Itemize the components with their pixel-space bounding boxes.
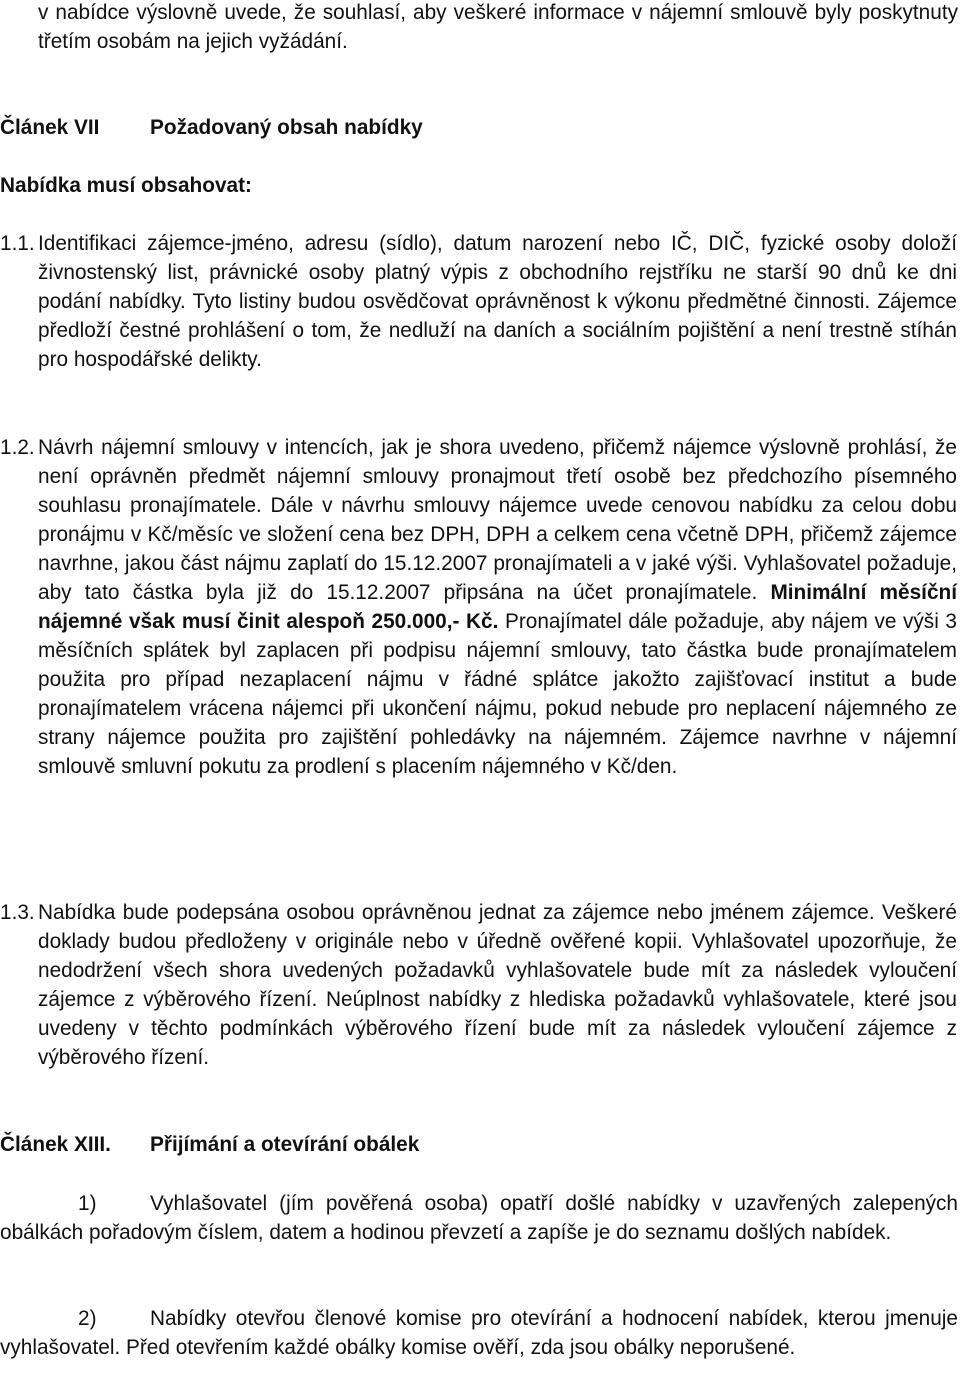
item-1-1-text: Identifikaci zájemce-jméno, adresu (sídlo), datum narození nebo IČ, DIČ, fyzické osoby doloží živnostenský list, právnické osoby platný výpis z obchodního rejstříku ne starší 90 dnů ke dni podání nabídky. Tyto listiny budou osvědčovat oprávněnost k výkonu předmětné činnosti. Zájemce předloží čestné prohlášení o tom, že nedluží na daních a sociálním pojištění a není trestně stíhán pro hospodářské delikty. xyxy=(38,232,957,371)
intro-paragraph xyxy=(38,0,958,56)
offer-must-contain-heading xyxy=(0,171,252,200)
point-2-number: 2) xyxy=(78,1307,97,1330)
item-1-1-number: 1.1. xyxy=(0,232,35,255)
item-1-1 xyxy=(0,229,958,404)
article-vii-heading xyxy=(0,113,423,142)
item-1-2 xyxy=(0,433,958,873)
point-2 xyxy=(0,1304,958,1362)
article-xiii-title: Přijímání a otevírání obálek xyxy=(150,1133,420,1156)
item-1-2-number: 1.2. xyxy=(0,436,35,459)
article-xiii-number: Článek XIII. xyxy=(0,1133,111,1156)
article-vii-title: Požadovaný obsah nabídky xyxy=(150,116,423,139)
item-1-3-text: Nabídka bude podepsána osobou oprávněnou jednat za zájemce nebo jménem zájemce. Veškeré doklady budou předloženy v originále nebo v úředně ověřené kopii. Vyhlašovatel upozorňuje, že nedodržení všech shora uvedených požadavků vyhlašovatele bude mít za následek vyloučení zájemce z výběrového řízení. Neúplnost nabídky z hlediska požadavků vyhlašovatele, které jsou uvedeny v těchto podmínkách výběrového řízení bude mít za následek vyloučení zájemce z výběrového řízení. xyxy=(38,901,957,1069)
item-1-2-text xyxy=(38,433,957,781)
article-vii-number: Článek VII xyxy=(0,116,100,139)
intro-text: v nabídce výslovně uvede, že souhlasí, aby veškeré informace v nájemní smlouvě byly poskytnuty třetím osobám na jejich vyžádání. xyxy=(38,1,958,53)
item-1-3-number: 1.3. xyxy=(0,901,35,924)
article-xiii-heading xyxy=(0,1130,419,1159)
item-1-2-text-start: Návrh nájemní smlouvy v intencích, jak je shora uvedeno, přičemž nájemce výslovně prohlásí, že není oprávněn předmět nájemní smlouvy pronajmout třetí osobě bez předchozího písemného souhlasu pronajímatele. Dále v návrhu smlouvy nájemce uvede cenovou nabídku za celou dobu pronájmu v Kč/měsíc ve složení cena bez DPH, DPH a celkem cena včetně DPH, přičemž zájemce navrhne, jakou část nájmu zaplatí do 15.12.2007 pronajímateli a v jaké výši. Vyhlašovatel požaduje, aby tato částka byla již do 15.12.2007 připsána na účet pronajímatele. xyxy=(38,436,957,604)
point-1-text: Vyhlašovatel (jím pověřená osoba) opatří došlé nabídky v uzavřených zalepených obálkách pořadovým číslem, datem a hodinou převzetí a zapíše je do seznamu došlých nabídek. xyxy=(0,1192,958,1244)
point-1 xyxy=(0,1189,958,1247)
subheading-text: Nabídka musí obsahovat: xyxy=(0,174,252,197)
item-1-3 xyxy=(0,898,958,1108)
point-2-text: Nabídky otevřou členové komise pro otevírání a hodnocení nabídek, kterou jmenuje vyhlašovatel. Před otevřením každé obálky komise ověří, zda jsou obálky neporušené. xyxy=(0,1307,958,1359)
minimum-rent-statement: Minimální měsíční nájemné však musí činit alespoň 250.000,- Kč. xyxy=(38,581,957,633)
item-1-2-text-end: Pronajímatel dále požaduje, aby nájem ve výši 3 měsíčních splátek byl zaplacen při podpisu nájemní smlouvy, tato částka bude pronajímatelem použita pro případ nezaplacení nájmu v řádné splátce jakožto zajišťovací institut a bude pronajímatelem vrácena nájemci při ukončení nájmu, pokud nebude pro neplacení nájemného ze strany nájemce použita pro zajištění pohledávky na nájemném. Zájemce navrhne v nájemní smlouvě smluvní pokutu za prodlení s placením nájemného v Kč/den. xyxy=(38,610,957,778)
point-1-number: 1) xyxy=(78,1192,97,1215)
